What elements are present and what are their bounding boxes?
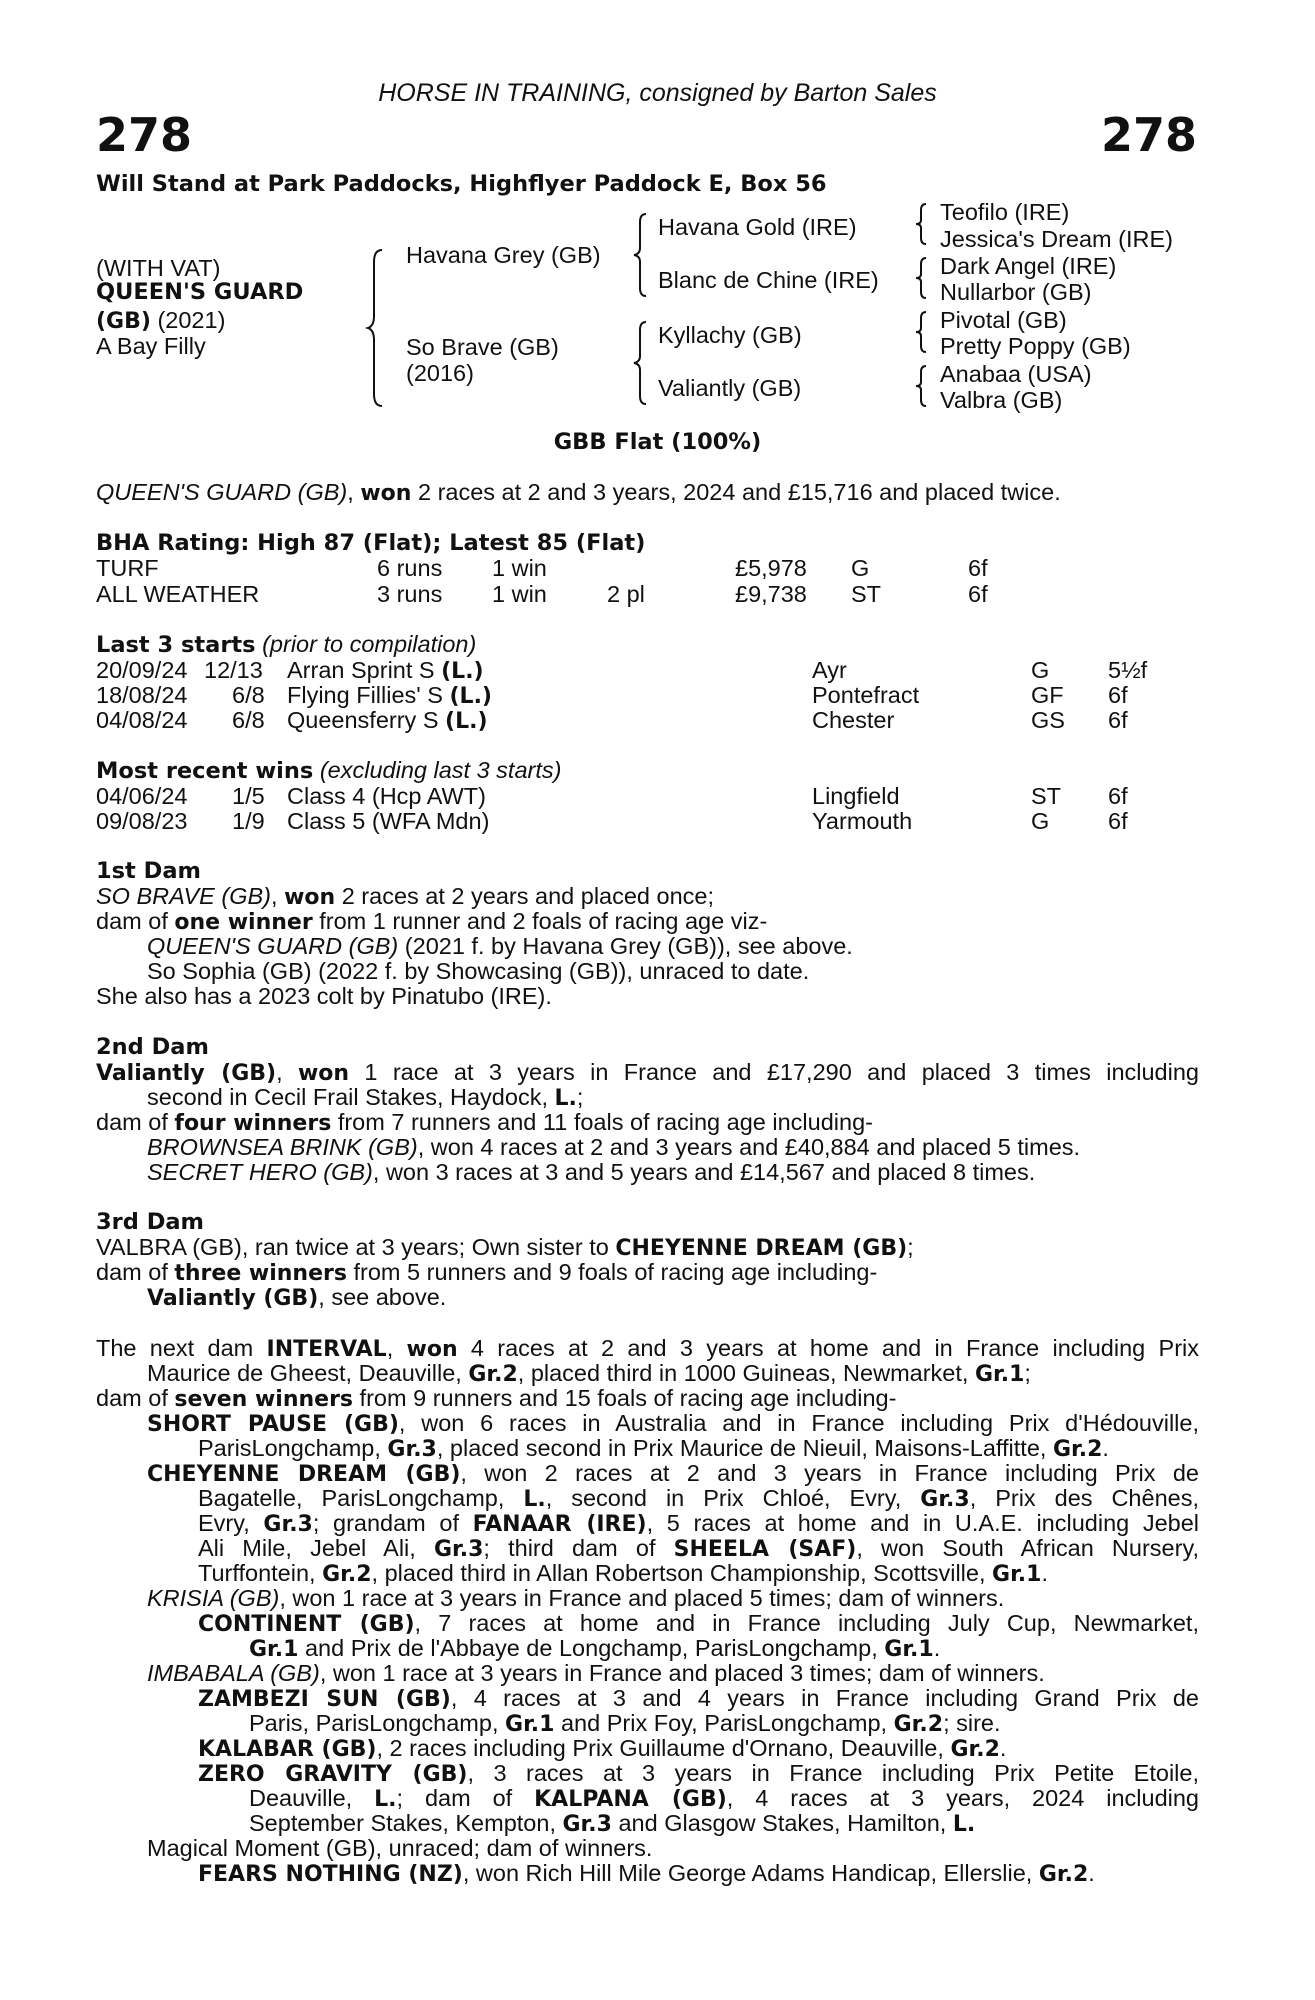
text: Deauville, <box>249 1785 375 1811</box>
grade-label: Gr.1 <box>974 1362 1025 1387</box>
text: The next dam <box>96 1335 267 1361</box>
win-distance: 6f <box>1108 808 1128 834</box>
next-dam-line <box>147 1461 1199 1487</box>
next-dam-line <box>198 1611 1199 1637</box>
text: and Glasgow Stakes, Hamilton, <box>611 1810 953 1836</box>
pedigree-bracket-ss <box>915 202 931 246</box>
next-dam-name: INTERVAL <box>266 1337 387 1362</box>
rating-prize: £5,978 <box>735 555 807 581</box>
text: , won 1 race at 3 years in France and placed 5 times; dam of winners. <box>279 1585 1005 1611</box>
next-dam-line <box>198 1536 1199 1562</box>
grade-label: Gr.3 <box>263 1512 313 1537</box>
text: ; <box>576 1084 584 1110</box>
start-distance: 5½f <box>1108 657 1148 683</box>
dam1-line <box>147 934 853 959</box>
text: and Prix Foy, ParisLongchamp, <box>554 1710 894 1736</box>
next-dam-line <box>198 1561 1048 1587</box>
grade-label: L. <box>952 1812 976 1837</box>
text: VALBRA (GB), ran twice at 3 years; Own sister to <box>96 1234 616 1260</box>
pedigree-bracket-dd <box>915 364 931 408</box>
text: , won 3 races at 3 and 5 years and £14,567 and placed 8 times. <box>372 1159 1036 1185</box>
win-position: 1/5 <box>232 783 265 809</box>
rating-title: BHA Rating: High 87 (Flat); Latest 85 (Flat) <box>96 530 646 556</box>
win-distance: 6f <box>1108 783 1128 809</box>
pedigree-dam-sire: Kyllachy (GB) <box>658 322 802 348</box>
produce-name: BROWNSEA BRINK (GB) <box>147 1134 418 1160</box>
grade-label: Gr.1 <box>249 1637 299 1662</box>
start-race-name: Arran Sprint S <box>287 657 435 683</box>
rating-placed: 2 pl <box>607 581 645 607</box>
pedigree-dsd: Pretty Poppy (GB) <box>940 333 1131 359</box>
horse-description: A Bay Filly <box>96 333 206 359</box>
text: 4 races at 2 and 3 years at home and in France including Prix <box>457 1335 1199 1361</box>
pedigree-sds: Dark Angel (IRE) <box>940 253 1117 279</box>
next-dam-line <box>198 1511 1199 1537</box>
rating-wins: 1 win <box>492 555 547 581</box>
next-dam-line <box>249 1786 1199 1812</box>
dam1-line <box>96 909 767 935</box>
recent-note: (excluding last 3 starts) <box>313 757 562 783</box>
pedigree-sire-dam: Blanc de Chine (IRE) <box>658 267 879 293</box>
text: , placed third in Allan Robertson Championship, Scottsville, <box>371 1560 993 1586</box>
text: 1 race at 3 years in France and £17,290 and placed 3 times including <box>349 1059 1199 1085</box>
produce-name: CHEYENNE DREAM (GB) <box>147 1462 461 1487</box>
grade-label: Gr.2 <box>893 1712 944 1737</box>
pedigree-bracket-sd <box>915 256 931 300</box>
pedigree-sire-sire: Havana Gold (IRE) <box>658 214 857 240</box>
grade-label: L. <box>554 1086 577 1111</box>
pedigree-ddd: Valbra (GB) <box>940 387 1063 413</box>
recent-title: Most recent wins <box>96 758 314 784</box>
text: (2021 f. by Havana Grey (GB)), see above. <box>398 933 853 959</box>
produce-name: KALABAR (GB) <box>198 1737 377 1762</box>
text: , second in Prix Chloé, Evry, <box>545 1485 921 1511</box>
start-race-name: Queensferry S <box>287 707 439 733</box>
pedigree-sss: Teofilo (IRE) <box>940 199 1070 225</box>
grade-label: Gr.3 <box>387 1437 437 1462</box>
grade-label: L. <box>374 1787 397 1812</box>
grade-label: Gr.2 <box>1052 1437 1103 1462</box>
text: ParisLongchamp, <box>198 1435 388 1461</box>
text: ; sire. <box>943 1710 1001 1736</box>
grade-label: Gr.3 <box>920 1487 970 1512</box>
text: ; <box>907 1234 914 1260</box>
win-going: G <box>1031 808 1050 834</box>
grade-label: Gr.1 <box>884 1637 934 1662</box>
next-dam-line <box>147 1411 1199 1437</box>
text: from 9 runners and 15 foals of racing age including- <box>353 1385 897 1411</box>
start-going: G <box>1031 657 1050 683</box>
dam2-name: Valiantly (GB) <box>96 1061 277 1086</box>
text: Bagatelle, ParisLongchamp, <box>198 1485 524 1511</box>
start-position: 6/8 <box>232 707 265 733</box>
start-distance: 6f <box>1108 682 1128 708</box>
text: Ali Mile, Jebel Ali, <box>198 1535 434 1561</box>
sister-name: CHEYENNE DREAM (GB) <box>615 1236 908 1261</box>
next-dam-line <box>147 1361 1031 1387</box>
start-date: 04/08/24 <box>96 707 188 733</box>
text: dam of <box>96 1385 175 1411</box>
win-course: Yarmouth <box>812 808 913 834</box>
text: September Stakes, Kempton, <box>249 1810 563 1836</box>
produce-name: KRISIA (GB) <box>147 1585 280 1611</box>
dam2-line <box>96 1110 873 1136</box>
next-dam-line <box>249 1811 975 1837</box>
dam2-line <box>96 1060 1199 1086</box>
rating-runs: 6 runs <box>377 555 443 581</box>
start-grade: (L.) <box>449 684 492 709</box>
pedigree-sdd: Nullarbor (GB) <box>940 279 1092 305</box>
gbb-note: GBB Flat (100%) <box>553 429 762 455</box>
start-race <box>287 683 492 709</box>
text: . <box>999 1735 1007 1761</box>
grade-label: Gr.1 <box>992 1562 1042 1587</box>
produce-name: SHORT PAUSE (GB) <box>147 1412 399 1437</box>
vat-note: (WITH VAT) <box>96 255 221 281</box>
next-dam-line <box>147 1586 1004 1611</box>
text: , won South African Nursery, <box>856 1535 1199 1561</box>
text: , see above. <box>318 1284 447 1310</box>
start-grade: (L.) <box>445 709 488 734</box>
start-course: Ayr <box>812 657 847 683</box>
won-label: won <box>406 1337 458 1362</box>
summary-rest: 2 races at 2 and 3 years, 2024 and £15,716 and placed twice. <box>411 479 1061 505</box>
text: ; <box>1024 1360 1031 1386</box>
text: , 7 races at home and in France including July Cup, Newmarket, <box>414 1610 1199 1636</box>
rating-surface: TURF <box>96 555 159 581</box>
produce-name: Valiantly (GB) <box>147 1286 319 1311</box>
text: Evry, <box>198 1510 264 1536</box>
produce-name: CONTINENT (GB) <box>198 1612 415 1637</box>
dam3-title: 3rd Dam <box>96 1209 204 1235</box>
next-dam-line <box>96 1386 896 1412</box>
text: , won 2 races at 2 and 3 years in France including Prix de <box>460 1460 1199 1486</box>
text: from 5 runners and 9 foals of racing age including- <box>346 1259 878 1285</box>
text: and Prix de l'Abbaye de Longchamp, ParisLongchamp, <box>298 1635 885 1661</box>
next-dam-line <box>198 1761 1199 1787</box>
rating-runs: 3 runs <box>377 581 443 607</box>
won-label: won <box>297 1061 350 1086</box>
lot-number-right: 278 <box>1100 108 1197 162</box>
text: , 4 races at 3 and 4 years in France including Grand Prix de <box>450 1685 1199 1711</box>
next-dam-line <box>147 1661 1045 1686</box>
dam2-line <box>147 1160 1035 1185</box>
pedigree-dds: Anabaa (USA) <box>940 361 1092 387</box>
text: , placed third in 1000 Guineas, Newmarket, <box>517 1360 975 1386</box>
text: ; dam of <box>396 1785 535 1811</box>
rating-distance: 6f <box>968 555 988 581</box>
next-dam-line <box>96 1336 1199 1362</box>
pedigree-dam: So Brave (GB) <box>406 334 559 360</box>
winners-label: four winners <box>174 1111 332 1136</box>
dam3-line <box>96 1235 914 1261</box>
banner: HORSE IN TRAINING, consigned by Barton Sales <box>378 79 937 107</box>
win-position: 1/9 <box>232 808 265 834</box>
produce-name: SECRET HERO (GB) <box>147 1159 373 1185</box>
dam2-line <box>147 1135 1080 1160</box>
produce-name: SHEELA (SAF) <box>673 1537 857 1562</box>
text: . <box>1088 1860 1095 1886</box>
next-dam-line <box>198 1436 1109 1462</box>
text: . <box>1102 1435 1109 1461</box>
next-dam-line <box>198 1861 1095 1887</box>
grade-label: Gr.2 <box>1038 1862 1089 1887</box>
pedigree-ssd: Jessica's Dream (IRE) <box>940 226 1173 252</box>
text: , <box>386 1335 407 1361</box>
winners-label: one winner <box>174 910 313 935</box>
lot-number-left: 278 <box>96 108 193 162</box>
text: . <box>933 1635 941 1661</box>
text: , Prix des Chênes, <box>969 1485 1199 1511</box>
text: ; third dam of <box>483 1535 674 1561</box>
pedigree-dam-year: (2016) <box>406 360 474 386</box>
pedigree-bracket-sire <box>634 212 654 298</box>
start-position: 12/13 <box>204 657 263 683</box>
rating-distance: 6f <box>968 581 988 607</box>
start-course: Pontefract <box>812 682 920 708</box>
grade-label: Gr.2 <box>468 1362 518 1387</box>
text: , <box>276 1059 298 1085</box>
last3-heading <box>96 632 476 658</box>
next-dam-line <box>249 1636 940 1662</box>
produce-name: QUEEN'S GUARD (GB) <box>147 933 399 959</box>
text: , 2 races including Prix Guillaume d'Ornano, Deauville, <box>376 1735 951 1761</box>
text: Maurice de Gheest, Deauville, <box>147 1360 469 1386</box>
dam1-line: She also has a 2023 colt by Pinatubo (IRE). <box>96 983 552 1009</box>
text: ; grandam of <box>312 1510 473 1536</box>
last3-title: Last 3 starts <box>96 632 256 658</box>
text: . <box>1041 1560 1048 1586</box>
start-distance: 6f <box>1108 707 1128 733</box>
next-dam-line <box>198 1736 1006 1762</box>
produce-name: KALPANA (GB) <box>534 1787 727 1812</box>
win-date: 04/06/24 <box>96 783 188 809</box>
text: , 5 races at home and in U.A.E. including Jebel <box>646 1510 1200 1536</box>
won-label: won <box>284 885 336 910</box>
summary-won: won <box>360 481 412 506</box>
text: , <box>271 883 285 909</box>
text: , won Rich Hill Mile George Adams Handicap, Ellerslie, <box>462 1860 1039 1886</box>
produce-name: IMBABALA (GB) <box>147 1660 320 1686</box>
rating-going: G <box>851 555 870 581</box>
text: dam of <box>96 1259 175 1285</box>
pedigree-sire: Havana Grey (GB) <box>406 242 601 268</box>
text: from 7 runners and 11 foals of racing age including- <box>331 1109 873 1135</box>
text: , placed second in Prix Maurice de Nieuil, Maisons-Laffitte, <box>436 1435 1053 1461</box>
text: dam of <box>96 1109 175 1135</box>
grade-label: Gr.2 <box>322 1562 372 1587</box>
next-dam-line: Magical Moment (GB), unraced; dam of winners. <box>147 1835 653 1861</box>
dam1-name: SO BRAVE (GB) <box>96 883 271 909</box>
dam3-line <box>96 1260 877 1286</box>
rating-surface: ALL WEATHER <box>96 581 260 607</box>
start-going: GS <box>1031 707 1065 733</box>
win-race: Class 5 (WFA Mdn) <box>287 808 490 834</box>
produce-name: FEARS NOTHING (NZ) <box>198 1862 463 1887</box>
start-position: 6/8 <box>232 682 265 708</box>
win-date: 09/08/23 <box>96 808 188 834</box>
pedigree-bracket-ds <box>915 310 931 354</box>
pedigree-bracket-dam <box>634 320 654 406</box>
win-course: Lingfield <box>812 783 900 809</box>
start-course: Chester <box>812 707 895 733</box>
summary-line: QUEEN'S GUARD (GB), won 2 races at 2 and 3 years, 2024 and £15,716 and placed twice. <box>96 479 1061 506</box>
winners-label: three winners <box>174 1261 347 1286</box>
text: Turffontein, <box>198 1560 323 1586</box>
grade-label: L. <box>523 1487 546 1512</box>
start-date: 18/08/24 <box>96 682 188 708</box>
text: Paris, ParisLongchamp, <box>249 1710 506 1736</box>
text: 2 races at 2 years and placed once; <box>335 883 715 909</box>
grade-label: Gr.3 <box>433 1537 484 1562</box>
dam2-line <box>147 1085 583 1111</box>
text: from 1 runner and 2 foals of racing age viz- <box>312 908 768 934</box>
produce-name: FANAAR (IRE) <box>472 1512 647 1537</box>
text: dam of <box>96 908 175 934</box>
produce-name: ZAMBEZI SUN (GB) <box>198 1687 451 1712</box>
horse-suffix-year <box>96 308 225 334</box>
text: second in Cecil Frail Stakes, Haydock, <box>147 1084 555 1110</box>
next-dam-line <box>198 1686 1199 1712</box>
dam1-line <box>96 884 714 910</box>
grade-label: Gr.1 <box>505 1712 555 1737</box>
pedigree-dam-dam: Valiantly (GB) <box>658 375 802 401</box>
horse-suffix: (GB) <box>96 309 151 334</box>
summary-name: QUEEN'S GUARD (GB) <box>96 479 348 505</box>
text: , won 4 races at 2 and 3 years and £40,884 and placed 5 times. <box>417 1134 1081 1160</box>
dam1-line: So Sophia (GB) (2022 f. by Showcasing (GB)), unraced to date. <box>147 958 810 984</box>
next-dam-line <box>249 1711 1001 1737</box>
pedigree-dss: Pivotal (GB) <box>940 307 1067 333</box>
start-grade: (L.) <box>441 659 484 684</box>
stall-location: Will Stand at Park Paddocks, Highflyer Paddock E, Box 56 <box>96 171 827 197</box>
horse-year: (2021) <box>157 307 226 333</box>
start-race <box>287 658 484 684</box>
next-dam-line <box>198 1486 1199 1512</box>
dam1-title: 1st Dam <box>96 858 201 884</box>
pedigree-bracket-main <box>368 248 388 408</box>
text: , 4 races at 3 years, 2024 including <box>726 1785 1199 1811</box>
win-going: ST <box>1031 783 1062 809</box>
horse-name: QUEEN'S GUARD <box>96 279 304 305</box>
winners-label: seven winners <box>174 1387 354 1412</box>
text: , 3 races at 3 years in France including Prix Petite Etoile, <box>467 1760 1199 1786</box>
dam2-title: 2nd Dam <box>96 1034 209 1060</box>
last3-note: (prior to compilation) <box>255 631 477 657</box>
win-race: Class 4 (Hcp AWT) <box>287 783 486 809</box>
start-race-name: Flying Fillies' S <box>287 682 443 708</box>
grade-label: Gr.3 <box>562 1812 612 1837</box>
text: , won 1 race at 3 years in France and placed 3 times; dam of winners. <box>319 1660 1045 1686</box>
text: , won 6 races in Australia and in France including Prix d'Hédouville, <box>398 1410 1199 1436</box>
start-going: GF <box>1031 682 1064 708</box>
rating-wins: 1 win <box>492 581 547 607</box>
grade-label: Gr.2 <box>950 1737 1000 1762</box>
recent-heading <box>96 758 561 784</box>
rating-going: ST <box>851 581 882 607</box>
dam3-line <box>147 1285 446 1311</box>
rating-prize: £9,738 <box>735 581 807 607</box>
produce-name: ZERO GRAVITY (GB) <box>198 1762 468 1787</box>
start-race <box>287 708 488 734</box>
start-date: 20/09/24 <box>96 657 188 683</box>
